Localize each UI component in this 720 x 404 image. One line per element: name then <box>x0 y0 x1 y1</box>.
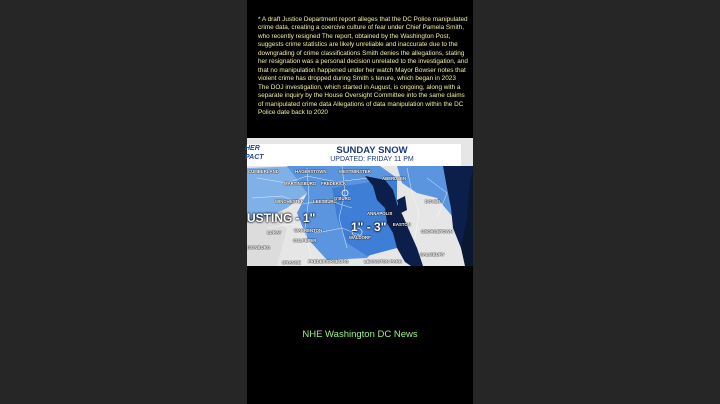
station-logo: HER PACT <box>245 145 264 161</box>
city-label: G'BURG <box>334 196 352 201</box>
city-label: WINCHESTER <box>275 199 304 204</box>
city-label: CUMBERLAND <box>248 169 279 174</box>
city-label: ABERDEEN <box>382 176 407 181</box>
channel-name-overlay: NHE Washington DC News <box>302 329 418 340</box>
city-label: FREDERICK <box>321 181 347 186</box>
forecast-updated-time: UPDATED: FRIDAY 11 PM <box>330 156 414 163</box>
news-caption-text: * A draft Justice Department report alleges that the DC Police manipulated crime data, creating a coercive culture of fear under Chief Pamela Smith, who recently resigned The report, obtained by the Washington Post, suggests crime statistics are likely unreliable and inaccurate due to the downgrading of crime classifications Smith denies the allegations, stating her resignation was a personal decision unrelated to the investigation, and that no manipulation happened under her watch Mayor Bowser notes that violent crime has dropped during Smith s tenure, which began in 2023 The DOJ investigation, which started in August, is ongoing, along with a separate inquiry by the House Oversight Committee into the same claims of manipulated crime data Allegations of data manipulation within the DC Police date back to 2020 <box>258 16 468 116</box>
city-label: ISONBURG <box>247 245 271 250</box>
snow-amount-west: USTING - 1" <box>247 211 316 225</box>
city-label: LURAY <box>267 230 282 235</box>
city-label: ANNAPOLIS <box>367 211 393 216</box>
right-letterbox <box>473 0 720 404</box>
forecast-title: SUNDAY SNOW <box>336 145 408 156</box>
city-label: HAGERSTOWN <box>295 169 327 174</box>
city-label: WESTMINSTER <box>339 169 371 174</box>
city-label: DOVER <box>425 199 441 204</box>
city-label: EASTON <box>393 222 411 227</box>
city-label: MARTINSBURG <box>284 181 317 186</box>
city-label: GEORGETOWN <box>421 229 453 234</box>
city-label: ORANGE <box>282 260 301 265</box>
city-label: WALDORF <box>349 235 371 240</box>
city-label: LEXINGTON PARK <box>364 259 403 264</box>
city-label: FREDERICKSBURG <box>308 259 349 264</box>
city-label: LEESBURG <box>313 199 337 204</box>
snow-amount-east: 1" - 3" <box>351 220 387 234</box>
forecast-banner <box>247 144 461 166</box>
city-label: CULPEPER <box>293 238 317 243</box>
city-label: WARRENTON <box>294 228 323 233</box>
snow-forecast-map <box>247 138 473 266</box>
city-label: SALISBURY <box>420 252 445 257</box>
left-letterbox <box>0 0 247 404</box>
